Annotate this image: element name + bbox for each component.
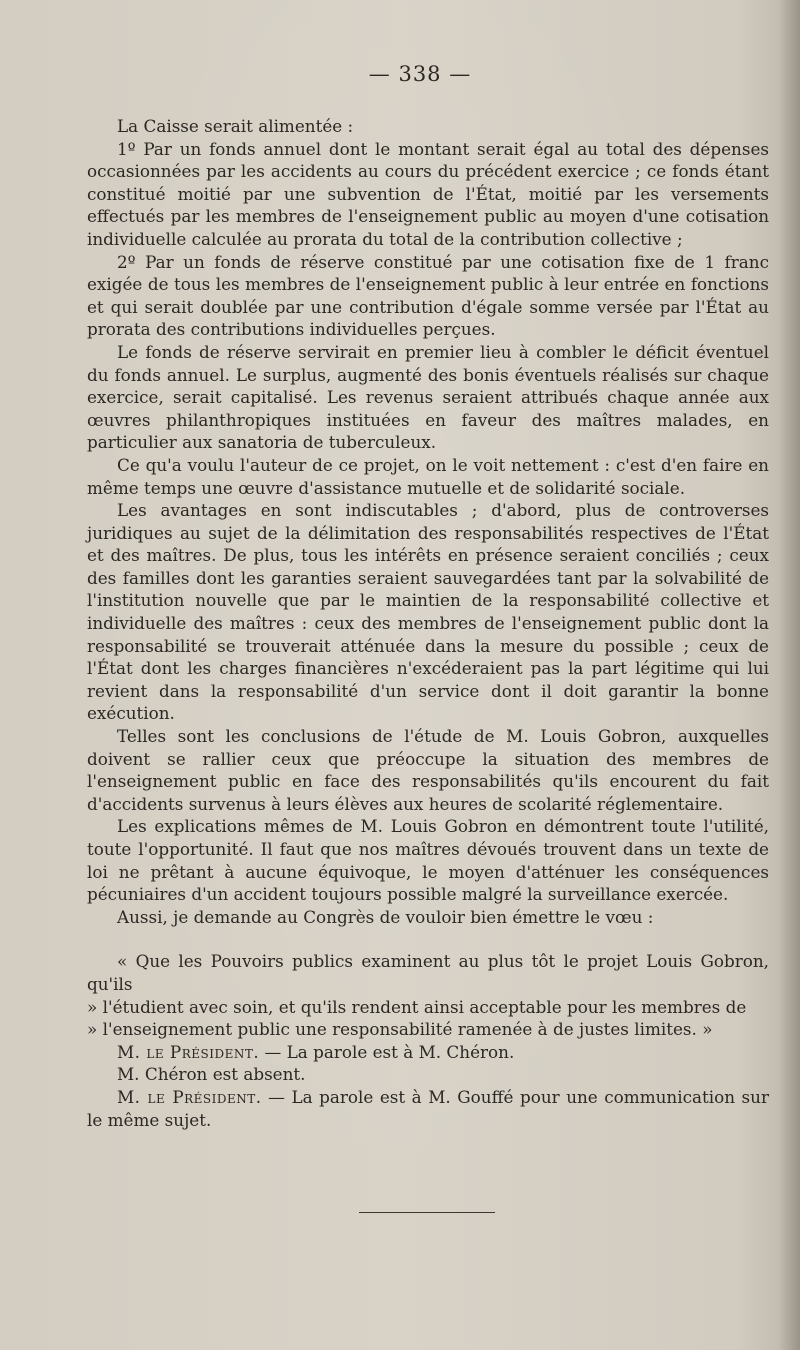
quote-line: » l'étudient avec soin, et qu'ils rendent ainsi acceptable pour les membres de (87, 996, 747, 1017)
speaker-text: — La parole est à M. Chéron. (259, 1041, 515, 1062)
speaker-line-president-1 (87, 1041, 769, 1064)
voeu-quote (87, 950, 769, 1040)
speaker-name: M. le Président. (117, 1041, 260, 1062)
paragraph-author-intent: Ce qu'a voulu l'auteur de ce projet, on le voit nettement : c'est d'en faire en même temps une œuvre d'assistance mutuelle et de solidarité sociale. (87, 454, 769, 498)
statement-cheron-absent: M. Chéron est absent. (117, 1064, 306, 1085)
quote-line: « Que les Pouvoirs publics examinent au plus tôt le projet Louis Gobron, qu'ils (87, 951, 769, 994)
speaker-text: — La parole est à M. Gouffé pour une communication sur le même sujet. (87, 1086, 769, 1130)
speaker-name: M. le Président. (117, 1086, 262, 1107)
paragraph-advantages: Les avantages en sont indiscutables ; d'abord, plus de controverses juridiques au sujet de la délimitation des responsabilités respectives de l'État et des maîtres. De plus, tous les intérêts en présence seraient conciliés ; ceux des familles dont les garanties seraient sauvegardées tant par la solvabilité de l'institution nouvelle que par le maintien de la responsabilité collective et individuelle des maîtres : ceux des membres de l'enseignement public dont la responsabilité se trouverait atténuée dans la mesure du possible ; ceux de l'État dont les charges financières n'excéderaient pas la part légitime qui lui revient dans la responsabilité d'un service dont il doit garantir la bonne exécution. (87, 500, 769, 724)
paragraph-fonds-annuel: 1º Par un fonds annuel dont le montant serait égal au total des dépenses occasionnées par les accidents au cours du précédent exercice ; ce fonds étant constitué moitié par une subvention de l'État, moitié par les versements effectués par les membres de l'enseignement public au moyen d'une cotisation individuelle calculée au prorata du total de la contribution collective ; (87, 138, 769, 249)
body-text (87, 115, 769, 1131)
speaker-line-president-2 (87, 1086, 769, 1131)
paragraph-reserve-usage: Le fonds de réserve servirait en premier lieu à combler le déficit éventuel du fonds annuel. Le surplus, augmenté des bonis éventuels réalisés sur chaque exercice, serait capitalisé. Les revenus seraient attribués chaque année aux œuvres philanthropiques instituées en faveur des maîtres malades, en particulier aux sanatoria de tuberculeux. (87, 341, 769, 453)
quote-line: » l'enseignement public une responsabilité ramenée à de justes limites. » (87, 1019, 713, 1040)
paragraph-intro: La Caisse serait alimentée : (117, 116, 354, 136)
paragraph-voeu-request: Aussi, je demande au Congrès de vouloir bien émettre le vœu : (117, 906, 654, 927)
page-edge-shadow (778, 0, 800, 1350)
paragraph-fonds-reserve: 2º Par un fonds de réserve constitué par une cotisation fixe de 1 franc exigée de tous les membres de l'enseignement public à leur entrée en fonctions et qui serait doublée par une contribution d'égale somme versée par l'État au prorata des contributions individuelles perçues. (87, 251, 769, 340)
paragraph-explications: Les explications mêmes de M. Louis Gobron en démontrent toute l'utilité, toute l'opportunité. Il faut que nos maîtres dévoués trouvent dans un texte de loi ne prêtant à aucune équivoque, le moyen d'atténuer les conséquences pécuniaires d'un accident toujours possible malgré la surveillance exercée. (87, 816, 769, 905)
page-number: — 338 — (368, 62, 472, 86)
paragraph-conclusions: Telles sont les conclusions de l'étude de M. Louis Gobron, auxquelles doivent se rallier ceux que préoccupe la situation des membres de l'enseignement public en face des responsabilités qu'ils encourent du fait d'accidents survenus à leurs élèves aux heures de scolarité réglementaire. (87, 726, 769, 814)
section-divider (359, 1212, 495, 1213)
